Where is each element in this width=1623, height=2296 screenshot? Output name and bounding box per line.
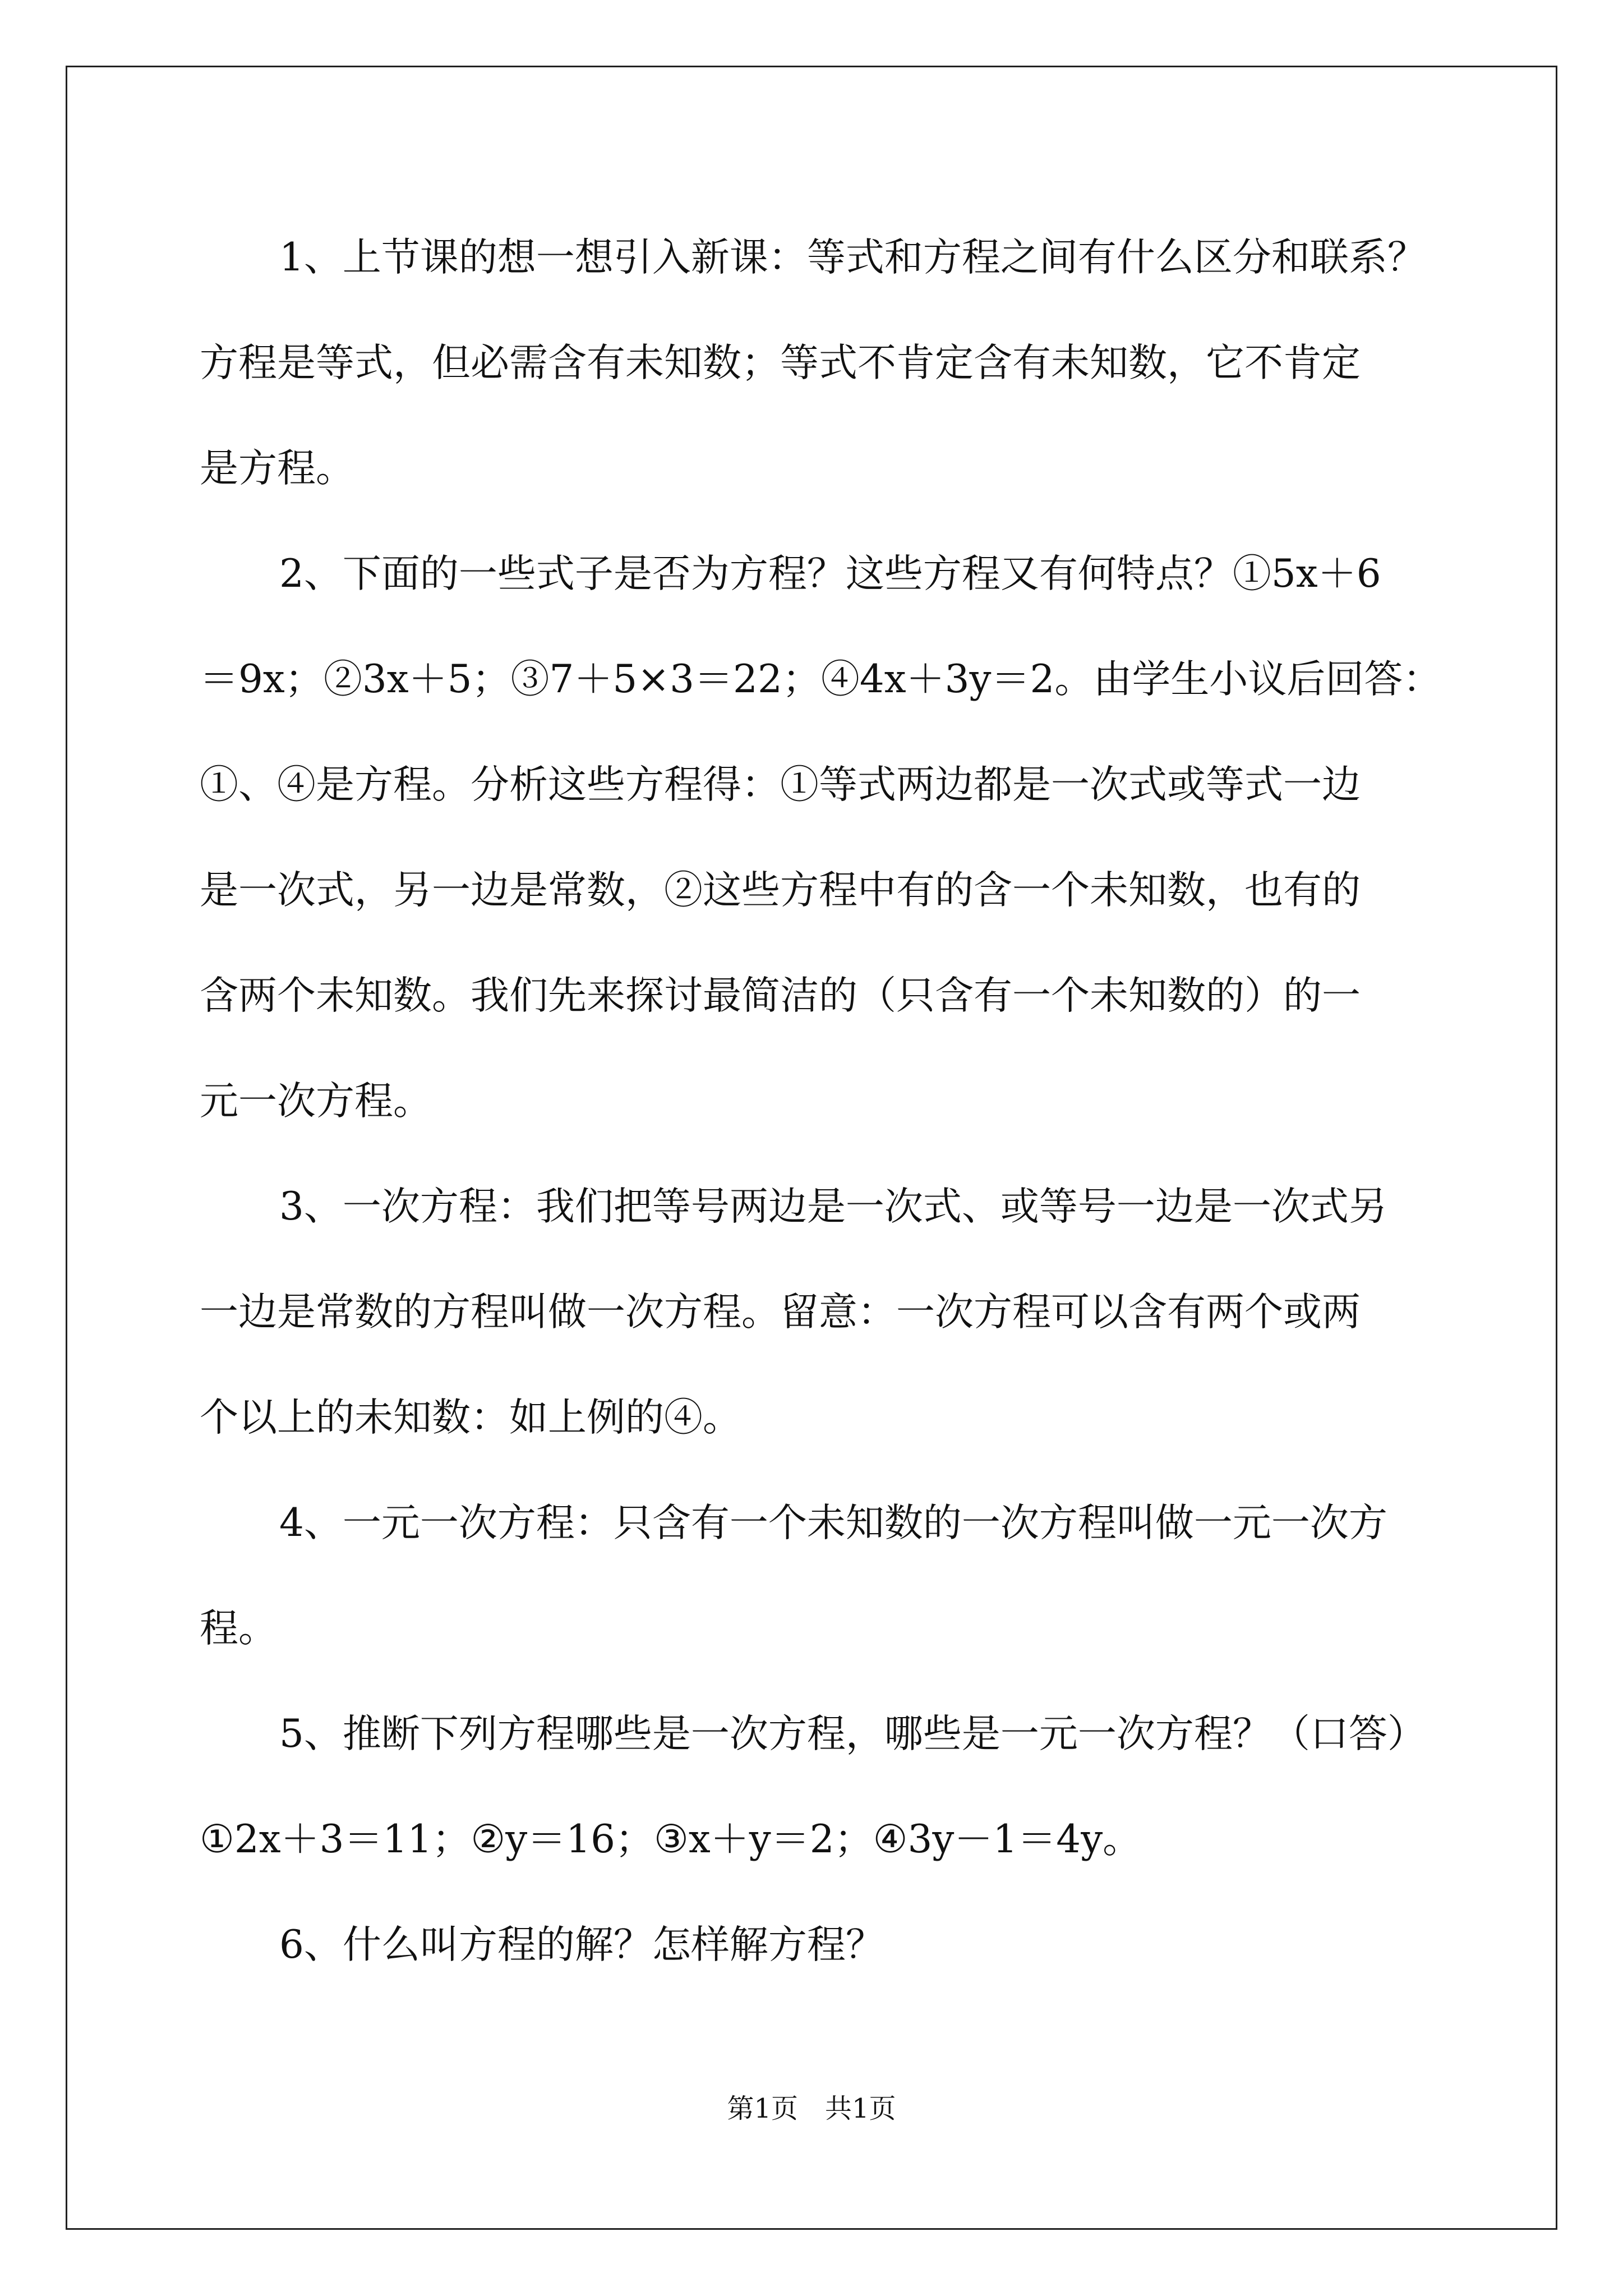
text-line: 2、下面的一些式子是否为方程？这些方程又有何特点？①5x＋6 [279,551,1381,596]
paragraph-4 [200,1470,1428,1681]
text-line: ①、④是方程。分析这些方程得：①等式两边都是一次式或等式一边 [200,762,1361,807]
paragraph-5 [200,1681,1428,1892]
text-line: 6、什么叫方程的解？怎样解方程？ [279,1922,884,1967]
paragraph-1 [200,205,1428,521]
page-footer: 第1页 共1页 [727,2093,896,2124]
text-line: ①2x＋3＝11；②y＝16；③x＋y＝2；④3y－1＝4y。 [200,1817,1142,1862]
text-line: 5、推断下列方程哪些是一次方程，哪些是一元一次方程？（口答） [279,1711,1426,1756]
text-line: 方程是等式，但必需含有未知数；等式不肯定含有未知数，它不肯定 [200,341,1361,385]
text-line: 4、一元一次方程：只含有一个未知数的一次方程叫做一元一次方 [279,1501,1387,1545]
text-line: 是方程。 [200,446,354,491]
text-line: 是一次式，另一边是常数，②这些方程中有的含一个未知数，也有的 [200,868,1361,913]
text-line: 1、上节课的想一想引入新课：等式和方程之间有什么区分和联系？ [279,235,1426,280]
text-line: 程。 [200,1606,277,1651]
text-line: ＝9x；②3x＋5；③7＋5×3＝22；④4x＋3y＝2。由学生小议后回答： [200,657,1442,702]
paragraph-6 [200,1892,1428,1998]
document-body [200,205,1442,1998]
text-line: 含两个未知数。我们先来探讨最简洁的（只含有一个未知数的）的一 [200,973,1361,1018]
text-line: 3、一次方程：我们把等号两边是一次式、或等号一边是一次式另 [279,1184,1387,1229]
paragraph-3 [200,1154,1428,1470]
text-line: 元一次方程。 [200,1079,432,1124]
text-line: 一边是常数的方程叫做一次方程。留意：一次方程可以含有两个或两 [200,1290,1361,1335]
paragraph-2 [200,521,1442,1154]
text-line: 个以上的未知数：如上例的④。 [200,1395,741,1440]
